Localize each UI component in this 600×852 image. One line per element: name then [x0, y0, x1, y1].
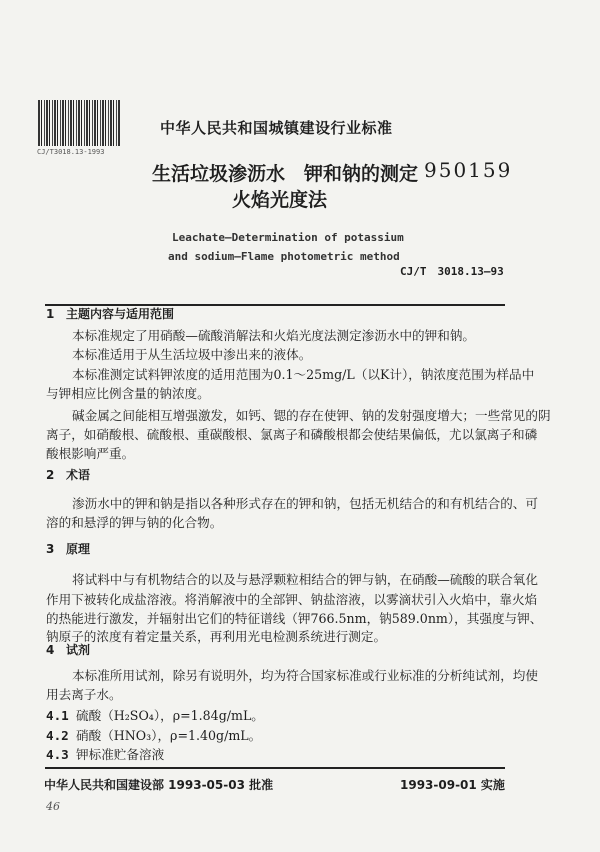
section-number: 3	[46, 542, 55, 556]
text-line: 本标准所用试剂，除另有说明外，均为符合国家标准或行业标准的分析纯试剂，均使	[72, 668, 538, 683]
item-text: 钾标准贮备溶液	[76, 747, 165, 762]
section-heading	[46, 305, 174, 322]
item-number: 4.2	[46, 728, 69, 743]
reagent-item	[46, 705, 506, 724]
text-line: 本标准测定试料钾浓度的适用范围为0.1～25mg/L（以K计），钠浓度范围为样品中	[72, 367, 535, 382]
footer-rule	[45, 767, 505, 769]
english-title-line: and sodium—Flame photometric method	[168, 250, 400, 263]
barcode-text: CJ/T3018.13-1993	[37, 148, 105, 156]
text-line: 溶的和悬浮的钾与钠的化合物。	[46, 515, 223, 530]
text-line: 作用下被转化成盐溶液。将消解液中的全部钾、钠盐溶液，以雾滴状引入火焰中，靠火焰	[46, 592, 538, 607]
section-title: 术语	[66, 468, 91, 482]
document-subtitle: 火焰光度法	[232, 189, 328, 211]
text-line: 钠原子的浓度有着定量关系，再利用光电检测系统进行测定。	[46, 629, 387, 644]
section-number: 1	[46, 307, 55, 321]
footer-issuer: 中华人民共和国建设部 1993-05-03 批准	[44, 778, 274, 792]
catalog-number: 950159	[424, 158, 513, 182]
section-title: 试剂	[66, 643, 91, 657]
text-line: 碱金属之间能相互增强激发，如钙、锶的存在使钾、钠的发射强度增大；一些常见的阴	[72, 408, 551, 423]
document-title: 生活垃圾渗沥水 钾和钠的测定	[152, 163, 419, 185]
english-title-line: Leachate—Determination of potassium	[172, 231, 404, 244]
page-number: 46	[46, 800, 60, 813]
section-title: 原理	[66, 542, 91, 556]
section-heading	[46, 466, 90, 483]
reagent-item	[46, 744, 506, 763]
barcode	[38, 100, 120, 146]
text-line: 将试料中与有机物结合的以及与悬浮颗粒相结合的钾与钠，在硝酸—硫酸的联合氧化	[72, 572, 538, 587]
standard-category-header: 中华人民共和国城镇建设行业标准	[160, 119, 393, 137]
section-number: 2	[46, 468, 55, 482]
text-line: 本标准适用于从生活垃圾中渗出来的液体。	[72, 347, 312, 362]
text-line: 渗沥水中的钾和钠是指以各种形式存在的钾和钠，包括无机结合的和有机结合的、可	[72, 496, 538, 511]
text-line: 的热能进行激发，并辐射出它们的特征谱线（钾766.5nm，钠589.0nm），其强度与钾、	[46, 611, 543, 626]
section-heading	[46, 540, 90, 557]
text-line: 酸根影响严重。	[46, 446, 135, 461]
section-title: 主题内容与适用范围	[66, 307, 175, 321]
item-text: 硝酸（HNO₃），ρ=1.40g/mL。	[76, 728, 262, 743]
item-text: 硫酸（H₂SO₄），ρ=1.84g/mL。	[76, 708, 264, 723]
text-line: 离子，如硝酸根、硫酸根、重碳酸根、氯离子和磷酸根都会使结果偏低，尤以氯离子和磷	[46, 427, 538, 442]
section-heading	[46, 641, 90, 658]
text-line: 与钾相应比例含量的钠浓度。	[46, 386, 210, 401]
section-number: 4	[46, 643, 55, 657]
reagent-item	[46, 725, 506, 744]
text-line: 用去离子水。	[46, 687, 122, 702]
item-number: 4.1	[46, 708, 69, 723]
item-number: 4.3	[46, 747, 69, 762]
footer-effective-date: 1993-09-01 实施	[400, 778, 505, 792]
standard-number: CJ/T 3018.13—93	[400, 265, 504, 278]
text-line: 本标准规定了用硝酸—硫酸消解法和火焰光度法测定渗沥水中的钾和钠。	[72, 328, 475, 343]
